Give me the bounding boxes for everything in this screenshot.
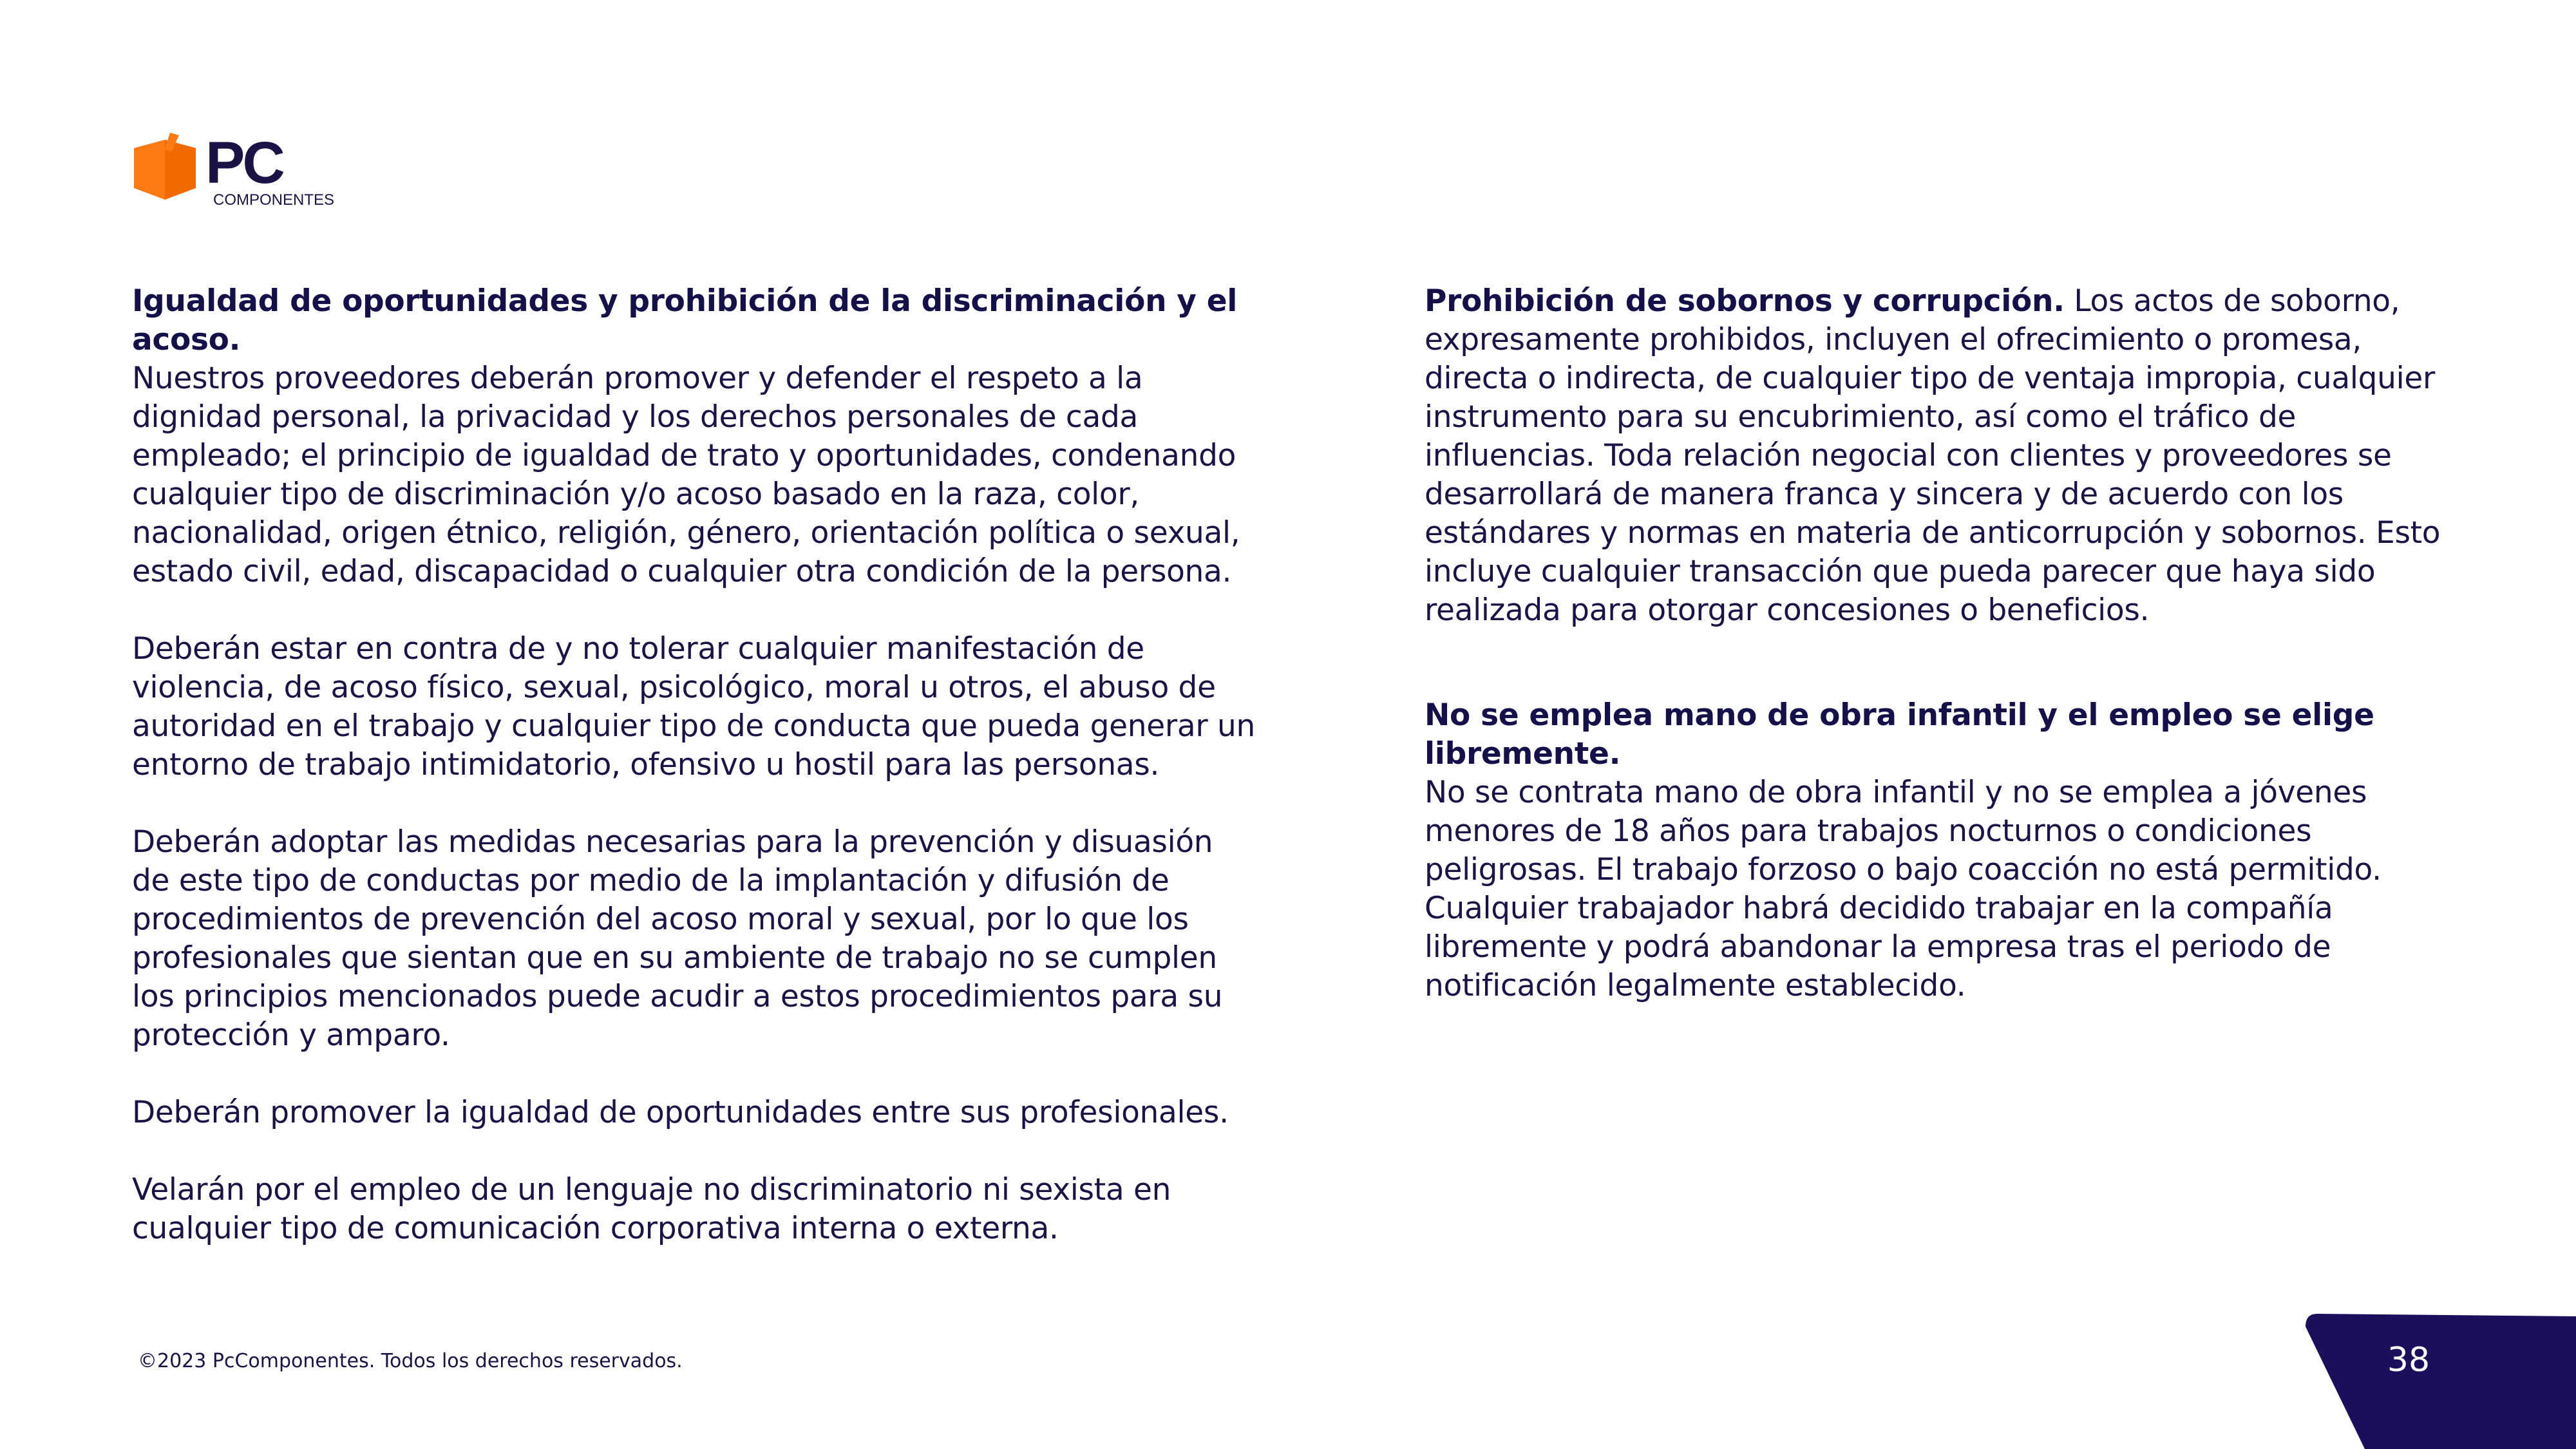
logo-subtext: COMPONENTES <box>213 191 335 206</box>
page-number-tab <box>2306 1314 2576 1449</box>
body-bribery: Los actos de soborno, expresamente prohibidos, incluyen el ofrecimiento o promesa, directa o indirecta, de cualquier tipo de ventaja impropia, cualquier instrumento para su encubrimiento, así como el tráfico de influencias. Toda relación negocial con clientes y proveedores se desarrollará de manera franca y sincera y de acuerdo con los estándares y normas en materia de anticorrupción y sobornos. Esto incluye cualquier transacción que pueda parecer que haya sido realizada para otorgar concesiones o beneficios. <box>1425 283 2441 628</box>
left-column <box>132 282 1259 1248</box>
right-column <box>1425 282 2442 1005</box>
body-child-labor: No se contrata mano de obra infantil y no se emplea a jóvenes menores de 18 años para trabajos nocturnos o condiciones peligrosas. El trabajo forzoso o bajo coacción no está permitido. Cualquier trabajador habrá decidido trabajar en la compañía libremente y podrá abandonar la empresa tras el periodo de notificación legalmente establecido. <box>1425 775 2382 1003</box>
pccomponentes-logo <box>133 129 345 206</box>
heading-child-labor: No se emplea mano de obra infantil y el empleo se elige libremente. <box>1425 697 2374 772</box>
heading-bribery: Prohibición de sobornos y corrupción. <box>1425 283 2065 319</box>
heading-equality: Igualdad de oportunidades y prohibición de la discriminación y el acoso. <box>132 283 1238 357</box>
body-equality: Nuestros proveedores deberán promover y defender el respeto a la dignidad personal, la privacidad y los derechos personales de cada empleado; el principio de igualdad de trato y oportunidades, condenando cualquier tipo de discriminación y/o acoso basado en la raza, color, nacionalidad, origen étnico, religión, género, orientación política o sexual, estado civil, edad, discapacidad o cualquier otra condición de la persona. <box>132 361 1240 589</box>
paragraph-opportunities: Deberán promover la igualdad de oportunidades entre sus profesionales. <box>132 1095 1229 1130</box>
copyright-footer: ©2023 PcComponentes. Todos los derechos reservados. <box>138 1350 683 1372</box>
logo-text: PC <box>205 130 283 196</box>
paragraph-prevention: Deberán adoptar las medidas necesarias para la prevención y disuasión de este tipo de conductas por medio de la implantación y difusión de procedimientos de prevención del acoso moral y sexual, por lo que los profesionales que sientan que en su ambiente de trabajo no se cumplen los principios mencionados puede acudir a estos procedimientos para su protección y amparo. <box>132 824 1223 1053</box>
paragraph-child-labor <box>1425 696 2442 1005</box>
paragraph-equality <box>132 282 1259 591</box>
page-number: 38 <box>2387 1341 2430 1379</box>
paragraph-bribery <box>1425 282 2442 630</box>
paragraph-violence: Deberán estar en contra de y no tolerar cualquier manifestación de violencia, de acoso físico, sexual, psicológico, moral u otros, el abuso de autoridad en el trabajo y cualquier tipo de conducta que pueda generar un entorno de trabajo intimidatorio, ofensivo u hostil para las personas. <box>132 631 1255 782</box>
paragraph-language: Velarán por el empleo de un lenguaje no discriminatorio ni sexista en cualquier tipo de comunicación corporativa interna o externa. <box>132 1172 1171 1246</box>
